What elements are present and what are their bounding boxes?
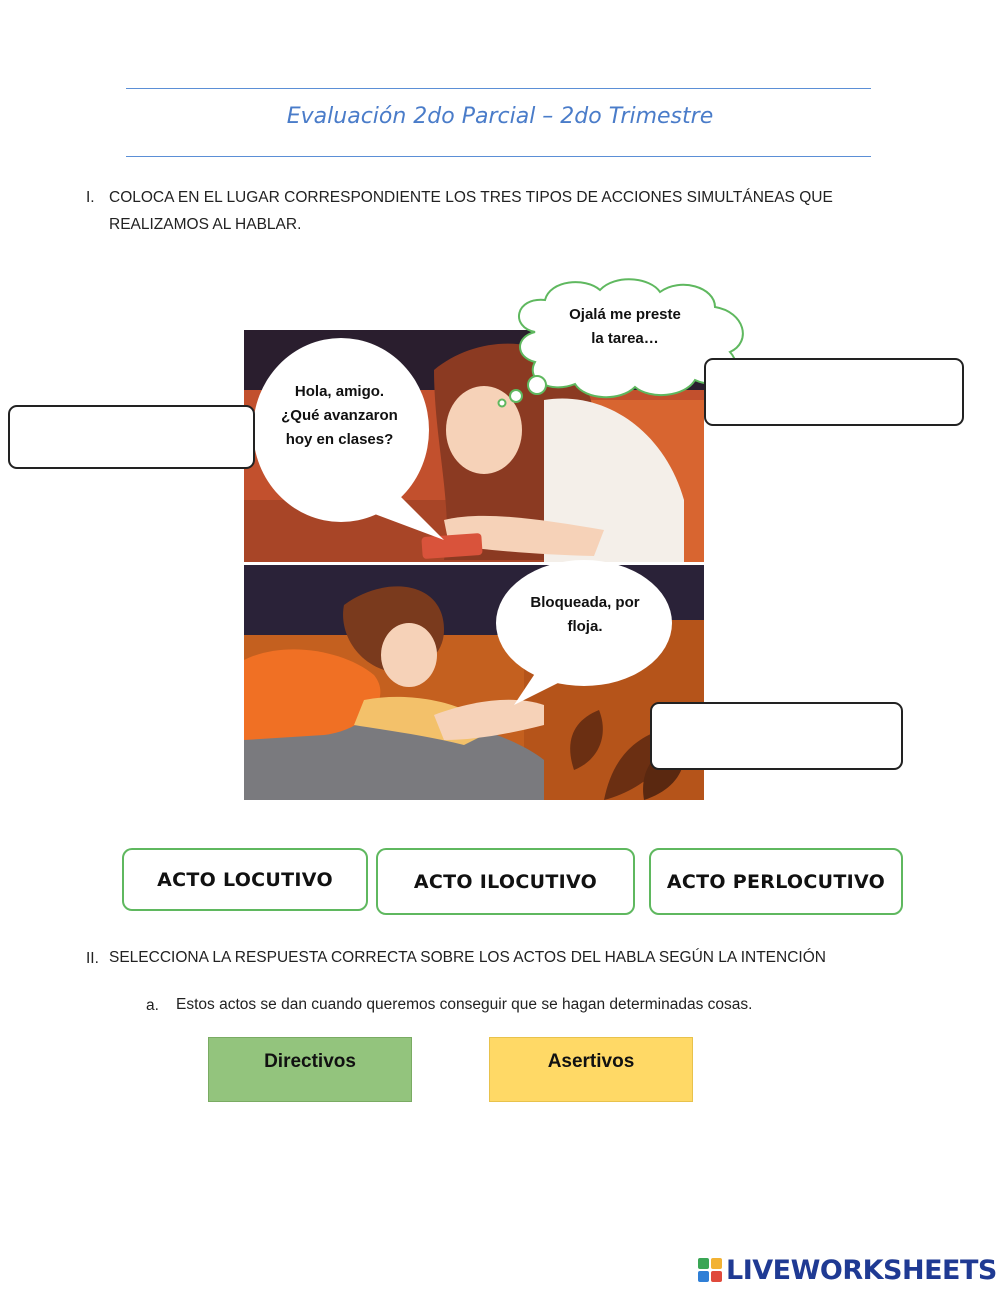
liveworksheets-logo: [698, 1253, 997, 1287]
header-top-rule: [126, 88, 871, 89]
option-directivos[interactable]: Directivos: [208, 1037, 412, 1102]
speech2-line1: Bloqueada, por: [530, 594, 640, 611]
thought-line1: Ojalá me preste: [569, 306, 681, 323]
section1-instruction: [109, 184, 833, 238]
option-asertivos[interactable]: Asertivos: [489, 1037, 693, 1102]
drop-box-right-bottom[interactable]: [650, 702, 903, 770]
speech1-line2: ¿Qué avanzaron: [281, 407, 398, 424]
speech1-line3: hoy en clases?: [285, 431, 394, 448]
drop-box-right-top[interactable]: [704, 358, 964, 426]
question-a-letter: a.: [146, 997, 159, 1014]
speech-bubble-girl-text: [262, 380, 417, 452]
question-a-text: Estos actos se dan cuando queremos conseguir que se hagan determinadas cosas.: [176, 996, 753, 1013]
liveworksheets-logo-text: LIVEWORKSHEETS: [726, 1254, 997, 1286]
section2-instruction: SELECCIONA LA RESPUESTA CORRECTA SOBRE LOS ACTOS DEL HABLA SEGÚN LA INTENCIÓN: [109, 949, 826, 966]
section2-number: II.: [86, 950, 99, 967]
card-acto-ilocutivo[interactable]: ACTO ILOCUTIVO: [376, 848, 635, 915]
speech-bubble-boy-text: [505, 591, 665, 639]
speech1-line1: Hola, amigo.: [294, 383, 385, 400]
section1-number: I.: [86, 189, 95, 206]
header-bottom-rule: [126, 156, 871, 157]
speech2-line2: floja.: [567, 618, 603, 635]
section1-line2: REALIZAMOS AL HABLAR.: [109, 216, 302, 233]
liveworksheets-logo-icon: [698, 1258, 722, 1282]
page-title: Evaluación 2do Parcial – 2do Trimestre: [286, 104, 714, 129]
thought-bubble-text: [545, 303, 705, 351]
card-acto-perlocutivo[interactable]: ACTO PERLOCUTIVO: [649, 848, 903, 915]
drop-box-left[interactable]: [8, 405, 255, 469]
card-acto-locutivo[interactable]: ACTO LOCUTIVO: [122, 848, 368, 911]
thought-line2: la tarea…: [591, 330, 659, 347]
section1-line1: COLOCA EN EL LUGAR CORRESPONDIENTE LOS TRES TIPOS DE ACCIONES SIMULTÁNEAS QUE: [109, 189, 833, 206]
